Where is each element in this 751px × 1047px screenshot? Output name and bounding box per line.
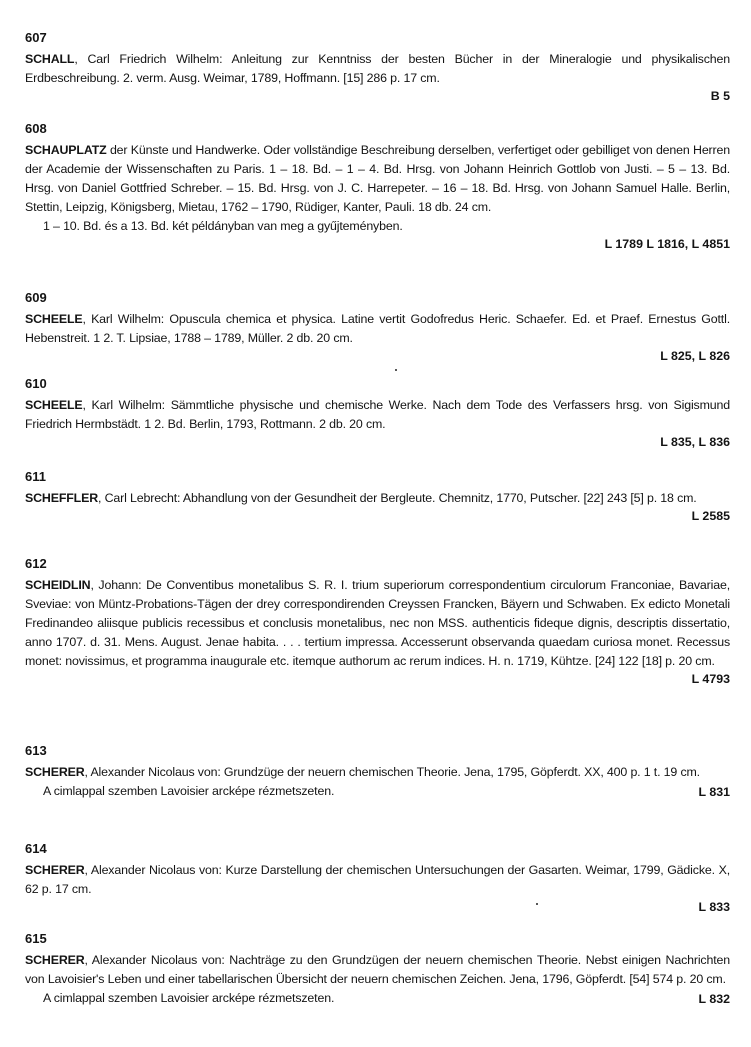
catalog-entry (25, 841, 730, 915)
entry-note: A cimlappal szemben Lavoisier arcképe rézmetszeten. (43, 991, 335, 1005)
entry-number: 607 (25, 30, 47, 45)
entry-author: SCHEELE (25, 398, 83, 412)
entry-text: , Alexander Nicolaus von: Grundzüge der neuern chemischen Theorie. Jena, 1795, Göpferdt. XX, 400 p. 1 t. 19 cm. (84, 765, 700, 779)
note-row (25, 989, 730, 1008)
entry-author: SCHEFFLER (25, 491, 98, 505)
entry-description (25, 141, 730, 217)
scan-speck (536, 903, 538, 905)
catalog-entry (25, 556, 730, 687)
entry-author: SCHEELE (25, 312, 83, 326)
entry-location: L 835, L 836 (660, 435, 730, 449)
entry-location: L 1789 L 1816, L 4851 (604, 237, 730, 251)
entry-location: L 833 (698, 900, 730, 914)
entry-text: , Karl Wilhelm: Opuscula chemica et physica. Latine vertit Godofredus Heric. Schaefer. Ed. et Praef. Ernestus Gottl. Hebenstreit. 1 2. T. Lipsiae, 1788 – 1789, Müller. 2 db. 20 cm. (25, 312, 730, 345)
note-row (25, 782, 730, 801)
catalog-entry (25, 469, 730, 524)
entry-number: 609 (25, 290, 47, 305)
entry-location: L 2585 (691, 509, 730, 523)
entry-description (25, 50, 730, 88)
entry-description (25, 861, 730, 899)
catalog-entry (25, 376, 730, 450)
entry-description (25, 396, 730, 434)
scan-speck (395, 369, 397, 371)
entry-text: , Carl Lebrecht: Abhandlung von der Gesundheit der Bergleute. Chemnitz, 1770, Putscher. [22] 243 [5] p. 18 cm. (98, 491, 697, 505)
entry-number: 615 (25, 931, 47, 946)
entry-description (25, 951, 730, 989)
entry-number: 608 (25, 121, 47, 136)
catalog-entry (25, 30, 730, 104)
entry-author: SCHERER (25, 863, 85, 877)
catalog-entry (25, 121, 730, 252)
entry-number: 611 (25, 469, 46, 484)
entry-description (25, 576, 730, 671)
entry-description (25, 310, 730, 348)
entry-location: L 825, L 826 (660, 349, 730, 363)
entry-number: 612 (25, 556, 47, 571)
entry-description (25, 763, 730, 782)
catalog-entry (25, 290, 730, 364)
entry-text: , Carl Friedrich Wilhelm: Anleitung zur Kenntniss der besten Bücher in der Mineralogie und physikalischen Erdbeschreibung. 2. verm. Ausg. Weimar, 1789, Hoffmann. [15] 286 p. 17 cm. (25, 52, 730, 85)
entry-number: 610 (25, 376, 47, 391)
entry-number: 614 (25, 841, 47, 856)
catalog-entry (25, 743, 730, 801)
entry-location: L 832 (698, 992, 730, 1006)
entry-text: , Karl Wilhelm: Sämmtliche physische und chemische Werke. Nach dem Tode des Verfassers hrsg. von Sigismund Friedrich Hermbstädt. 1 2. Bd. Berlin, 1793, Rottmann. 2 db. 20 cm. (25, 398, 730, 431)
entry-author: SCHAUPLATZ (25, 143, 107, 157)
entry-location: B 5 (710, 89, 730, 103)
entry-description (25, 489, 730, 508)
entry-number: 613 (25, 743, 47, 758)
entry-text: , Alexander Nicolaus von: Kurze Darstellung der chemischen Untersuchungen der Gasarten. Weimar, 1799, Gädicke. X, 62 p. 17 cm. (25, 863, 730, 896)
entry-author: SCHERER (25, 953, 85, 967)
entry-text: , Alexander Nicolaus von: Nachträge zu den Grundzügen der neuern chemischen Theorie. Nebst einigen Nachrichten von Lavoisier's Leben und einer tabellarischen Übersicht der neuern chemischen Zeichen. Jena, 1796, Göpferdt. [54] 574 p. 20 cm. (25, 953, 730, 986)
entry-location: L 831 (698, 785, 730, 799)
entry-author: SCHERER (25, 765, 85, 779)
entry-author: SCHALL (25, 52, 75, 66)
entry-note: 1 – 10. Bd. és a 13. Bd. két példányban van meg a gyűjteményben. (43, 219, 403, 233)
entry-text: der Künste und Handwerke. Oder vollständige Beschreibung derselben, verfertiget oder gebilliget von denen Herren der Academie der Wissenschaften zu Paris. 1 – 18. Bd. – 1 – 4. Bd. Hrsg. von Johann Heinrich Gottlob von Justi. – 5 – 13. Bd. Hrsg. von Daniel Gottfried Schreber. – 15. Bd. Hrsg. von J. C. Harrepeter. – 16 – 18. Bd. Hrsg. von Johann Samuel Halle. Berlin, Stettin, Leipzig, Königsberg, Mietau, 1762 – 1790, Rüdiger, Kanter, Pauli. 18 db. 24 cm. (25, 143, 730, 214)
catalog-entry (25, 931, 730, 1008)
entry-text: , Johann: De Conventibus monetalibus S. R. I. trium superiorum correspondentium circulorum Franconiae, Bavariae, Sveviae: von Müntz-Probations-Tägen der drey correspondirenden Creyssen Francken, Bäyern und Schwaben. Ex edicto Monetali Fredinandeo aliisque publicis recessibus et conclusis monetalibus, nec non MSS. authenticis fideque dignis, descriptis dissertatio, anno 1707. d. 31. Mens. August. Jenae habita. . . . tertium impressa. Accesserunt observanda quaedam curiosa monet. Recessus monet: novissimus, et programma inaugurale etc. itemque authorum ac rerum indices. H. n. 1719, Kühtze. [24] 122 [18] p. 20 cm. (25, 578, 730, 668)
entry-author: SCHEIDLIN (25, 578, 91, 592)
entry-note: A cimlappal szemben Lavoisier arcképe rézmetszeten. (43, 784, 335, 798)
entry-location: L 4793 (691, 672, 730, 686)
